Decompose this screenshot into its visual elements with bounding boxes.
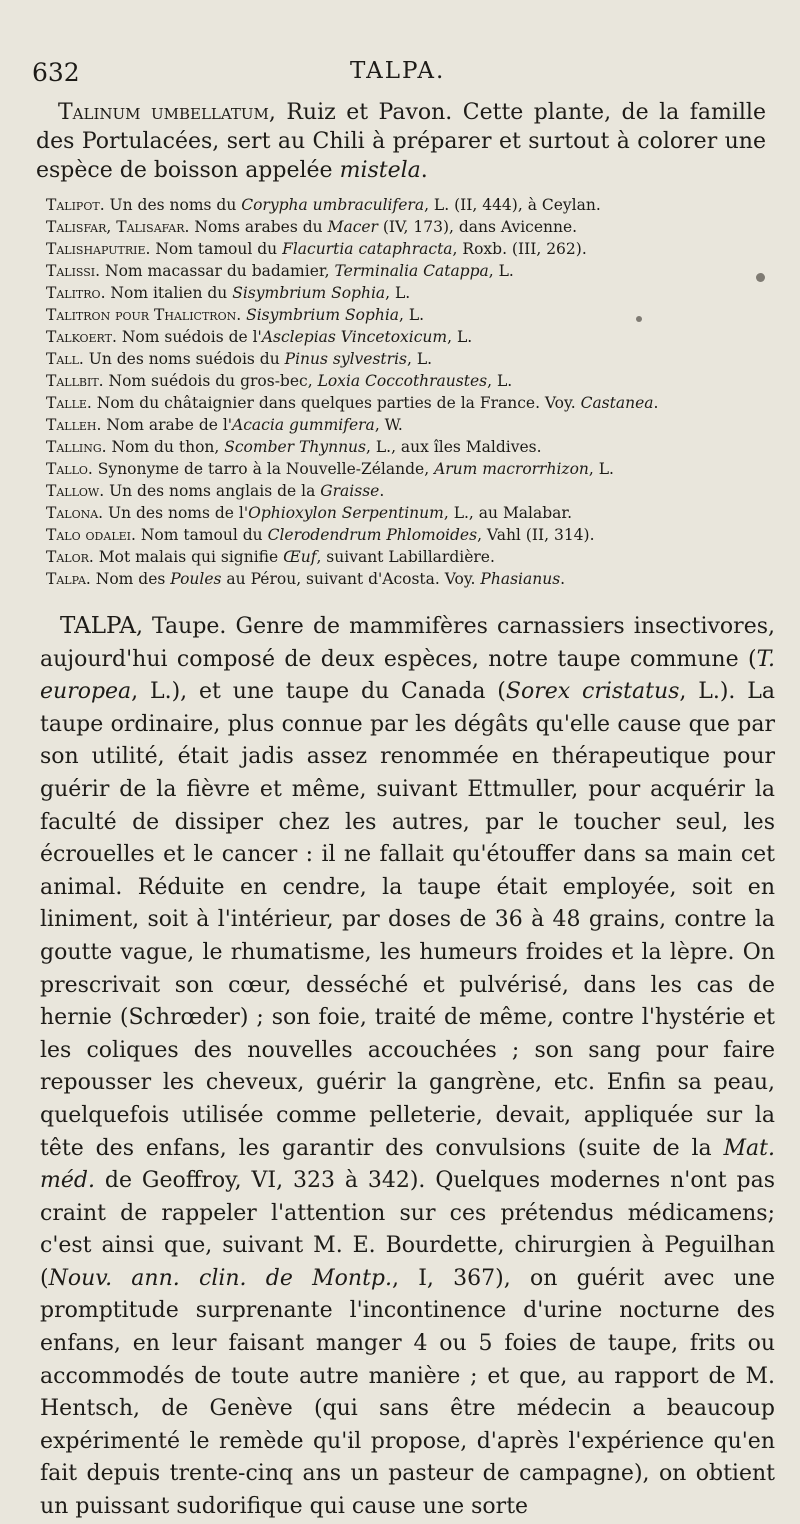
entry-text: Un des noms anglais de la bbox=[104, 482, 321, 500]
entry-term: Talle. bbox=[46, 394, 92, 412]
article-text: , L.). La taupe ordinaire, plus connue par les dégâts qu'elle cause que par son utilité, était jadis assez renommée en thérapeutique pour guérir de la fièvre et même, suivant Ettmuller, pour acquérir la faculté de dissiper chez les autres, par le toucher seul, les écrouelles et le cancer : il ne fallait qu'étouffer dans sa main cet animal. Réduite en cendre, la taupe était employée, soit en liniment, soit à l'intérieur, par doses de 36 à 48 grains, contre la goutte vague, le rhumatisme, les humeurs froides et la lèpre. On prescrivait son cœur, desséché et pulvérisé, dans les cas de hernie (Schrœder) ; son foie, traité de même, contre l'hystérie et les coliques des nouvelles accouchées ; son sang pour faire repousser les cheveux, guérir la gangrène, etc. Enfin sa peau, quelquefois utilisée comme pelleterie, devait, appliquée sur la tête des enfans, les garantir des convulsions (suite de la bbox=[40, 679, 775, 1161]
entry-term: Tallbit. bbox=[46, 372, 104, 390]
entry-term: Talitron pour Thalictron. bbox=[46, 306, 242, 324]
glossary-entry bbox=[46, 304, 760, 326]
italic-term: Corypha umbraculifera bbox=[241, 196, 425, 214]
entry-term: Talitro. bbox=[46, 284, 106, 302]
entry-text: . bbox=[379, 482, 385, 500]
entry-term: Talleh. bbox=[46, 416, 102, 434]
italic-term: Macer bbox=[327, 218, 378, 236]
glossary-entry bbox=[46, 502, 760, 524]
glossary-entry bbox=[46, 568, 760, 590]
italic-term: Terminalia Catappa bbox=[334, 262, 489, 280]
italic-reference: Nouv. ann. clin. de Montp. bbox=[48, 1265, 392, 1291]
article-body bbox=[40, 614, 775, 1519]
entry-text: Nom italien du bbox=[105, 284, 233, 302]
entry-term: Talor. bbox=[46, 548, 94, 566]
glossary-entry bbox=[46, 282, 760, 304]
entry-term: Tallo. bbox=[46, 460, 93, 478]
italic-term: Poules bbox=[170, 570, 222, 588]
entry-term: Tallow. bbox=[46, 482, 105, 500]
glossary-entry bbox=[46, 392, 760, 414]
entry-term: Talona. bbox=[46, 504, 104, 522]
entry-text: Synonyme de tarro à la Nouvelle-Zélande, bbox=[92, 460, 435, 478]
entry-text: Un des noms suédois du bbox=[83, 350, 285, 368]
entry-text: , L. bbox=[385, 284, 411, 302]
entry-text: , L. bbox=[406, 350, 433, 368]
entry-text: , L. bbox=[488, 262, 514, 280]
entry-text: Nom du châtaignier dans quelques parties de la France. Voy. bbox=[91, 394, 581, 412]
entry-text: , L., au Malabar. bbox=[443, 504, 573, 522]
italic-term: Clerodendrum Phlomoides bbox=[267, 526, 478, 544]
italic-term: Sisymbrium Sophia bbox=[232, 284, 386, 302]
glossary-entry bbox=[46, 546, 760, 568]
entry-text: , L. bbox=[447, 328, 473, 346]
italic-term: Œuf bbox=[283, 548, 317, 566]
entry-text: Un des noms de l' bbox=[103, 504, 249, 522]
entry-text: Nom des bbox=[90, 570, 171, 588]
italic-term: mistela bbox=[339, 158, 421, 183]
glossary-entries bbox=[46, 194, 760, 590]
italic-reference: T. europea bbox=[40, 646, 775, 705]
glossary-entry bbox=[46, 326, 760, 348]
italic-term: Phasianus bbox=[480, 570, 561, 588]
entry-term: Talissi. bbox=[46, 262, 101, 280]
entry-term: Talling. bbox=[46, 438, 107, 456]
glossary-entry bbox=[46, 194, 760, 216]
italic-term: Ophioxylon Serpentinum bbox=[248, 504, 444, 522]
glossary-entry bbox=[46, 216, 760, 238]
entry-text: Nom du thon, bbox=[106, 438, 225, 456]
entry-text: Noms arabes du bbox=[189, 218, 328, 236]
page-header bbox=[30, 58, 770, 94]
italic-term: Castanea bbox=[580, 394, 654, 412]
entry-term: Talishaputrie. bbox=[46, 240, 151, 258]
italic-term: Scomber Thynnus bbox=[224, 438, 366, 456]
entry-term: Talisfar, Talisafar. bbox=[46, 218, 190, 236]
article-heading: TALPA bbox=[60, 613, 136, 639]
italic-term: Pinus sylvestris bbox=[284, 350, 407, 368]
entry-term: Tall. bbox=[46, 350, 84, 368]
entry-term: Talinum umbellatum bbox=[58, 100, 269, 125]
article-text: de Geoffroy, VI, 323 à 342). Quelques modernes n'ont pas craint de rappeler l'attention sur ces prétendus médicamens; c'est ainsi que, suivant M. E. Bourdette, chirurgien à Peguilhan ( bbox=[40, 1168, 775, 1291]
italic-term: Graisse bbox=[320, 482, 380, 500]
italic-reference: Sorex cristatus bbox=[505, 679, 680, 705]
entry-text: Nom tamoul du bbox=[135, 526, 268, 544]
entry-text: , Vahl (II, 314). bbox=[477, 526, 595, 544]
entry-term: Talo odalei. bbox=[46, 526, 136, 544]
italic-term: Flacurtia cataphracta bbox=[282, 240, 453, 258]
italic-reference: Mat. méd. bbox=[40, 1135, 775, 1194]
italic-term: Asclepias Vincetoxicum bbox=[261, 328, 448, 346]
entry-text: Nom suédois du gros-bec, bbox=[103, 372, 318, 390]
lead-entry bbox=[36, 98, 766, 185]
entry-text: . bbox=[653, 394, 659, 412]
entry-text: Nom suédois de l' bbox=[116, 328, 262, 346]
running-title: TALPA. bbox=[350, 58, 446, 84]
entry-text: Nom arabe de l' bbox=[101, 416, 233, 434]
article-text: , L.), et une taupe du Canada ( bbox=[131, 679, 506, 705]
entry-text: Mot malais qui signifie bbox=[93, 548, 284, 566]
entry-text: au Pérou, suivant d'Acosta. Voy. bbox=[221, 570, 481, 588]
entry-term: Talpa. bbox=[46, 570, 91, 588]
entry-term: Talipot. bbox=[46, 196, 105, 214]
glossary-entry bbox=[46, 458, 760, 480]
glossary-entry bbox=[46, 414, 760, 436]
entry-text: , L. bbox=[588, 460, 614, 478]
glossary-entry bbox=[46, 480, 760, 502]
italic-term: Arum macrorrhizon bbox=[434, 460, 589, 478]
article-text: , Taupe. Genre de mammifères carnassiers insectivores, aujourd'hui composé de deux espèces, notre taupe commune ( bbox=[40, 614, 775, 672]
glossary-entry bbox=[46, 370, 760, 392]
ink-spot bbox=[636, 316, 642, 322]
glossary-entry bbox=[46, 260, 760, 282]
ink-spot bbox=[756, 273, 765, 282]
entry-text: , L. bbox=[399, 306, 425, 324]
entry-text: , Roxb. (III, 262). bbox=[452, 240, 587, 258]
italic-term: Sisymbrium Sophia bbox=[246, 306, 400, 324]
article-text: , I, 367), on guérit avec une promptitude surprenante l'incontinence d'urine nocturne des enfans, en leur faisant manger 4 ou 5 foies de taupe, frits ou accommodés de toute autre manière ; et que, au rapport de M. Hentsch, de Genève (qui sans être médecin a beaucoup expérimenté le remède qu'il propose, d'après l'expérience qu'en fait depuis trente-cinq ans un pasteur de campagne), on obtient un puissant sudorifique qui cause une sorte bbox=[40, 1265, 775, 1520]
glossary-entry bbox=[46, 436, 760, 458]
glossary-entry bbox=[46, 238, 760, 260]
entry-text: , W. bbox=[374, 416, 403, 434]
entry-text: , L. bbox=[487, 372, 513, 390]
entry-text: . bbox=[560, 570, 566, 588]
italic-term: Acacia gummifera bbox=[232, 416, 375, 434]
entry-text: Nom macassar du badamier, bbox=[100, 262, 335, 280]
entry-text: , L., aux îles Maldives. bbox=[366, 438, 542, 456]
glossary-entry bbox=[46, 524, 760, 546]
entry-text: Un des noms du bbox=[104, 196, 242, 214]
glossary-entry bbox=[46, 348, 760, 370]
entry-text: Nom tamoul du bbox=[150, 240, 283, 258]
entry-text: , Ruiz et Pavon. Cette plante, de la famille des Portulacées, sert au Chili à préparer et surtout à colorer une espèce de boisson appelée bbox=[36, 100, 766, 183]
entry-text: , L. (II, 444), à Ceylan. bbox=[424, 196, 601, 214]
page-number: 632 bbox=[32, 58, 80, 87]
main-article bbox=[40, 610, 775, 1524]
entry-text: (IV, 173), dans Avicenne. bbox=[377, 218, 578, 236]
entry-end: . bbox=[420, 158, 428, 183]
entry-term: Talkoert. bbox=[46, 328, 117, 346]
entry-text: , suivant Labillardière. bbox=[316, 548, 495, 566]
italic-term: Loxia Coccothraustes bbox=[317, 372, 488, 390]
